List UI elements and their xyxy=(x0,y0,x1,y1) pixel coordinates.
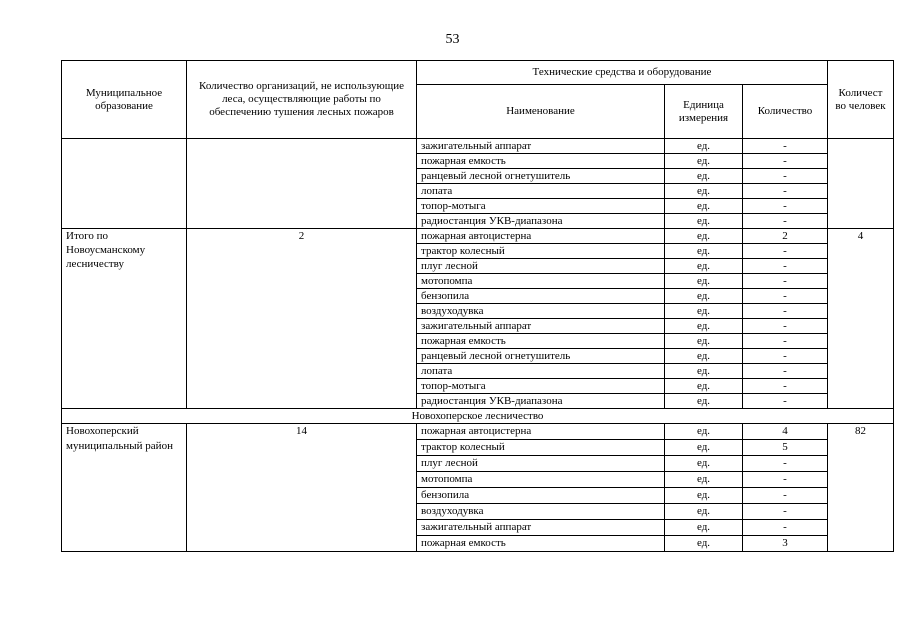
section-row xyxy=(62,409,894,424)
equipment-name-cell: пожарная емкость xyxy=(417,334,665,349)
people-count-cell xyxy=(828,139,894,229)
quantity-cell: - xyxy=(743,259,828,274)
municipality-cell: Итого по Новоусманскому лесничеству xyxy=(62,229,187,409)
quantity-cell: - xyxy=(743,488,828,504)
unit-cell: ед. xyxy=(665,364,743,379)
header-qty: Количество xyxy=(743,85,828,139)
equipment-name-cell: пожарная автоцистерна xyxy=(417,229,665,244)
equipment-name-cell: зажигательный аппарат xyxy=(417,139,665,154)
unit-cell: ед. xyxy=(665,488,743,504)
municipality-cell: Новохоперский муниципальный район xyxy=(62,424,187,552)
equipment-name-cell: воздуходувка xyxy=(417,504,665,520)
equipment-name-cell: лопата xyxy=(417,184,665,199)
table-row xyxy=(62,229,894,244)
header-orgs-count: Количество организаций, не использующие леса, осуществляющие работы по обеспечению тушения лесных пожаров xyxy=(187,61,417,139)
equipment-name-cell: пожарная автоцистерна xyxy=(417,424,665,440)
quantity-cell: - xyxy=(743,304,828,319)
equipment-name-cell: плуг лесной xyxy=(417,456,665,472)
equipment-name-cell: зажигательный аппарат xyxy=(417,319,665,334)
unit-cell: ед. xyxy=(665,169,743,184)
unit-cell: ед. xyxy=(665,229,743,244)
unit-cell: ед. xyxy=(665,184,743,199)
header-tech-group: Технические средства и оборудование xyxy=(417,61,828,85)
equipment-name-cell: ранцевый лесной огнетушитель xyxy=(417,169,665,184)
quantity-cell: - xyxy=(743,139,828,154)
quantity-cell: 3 xyxy=(743,536,828,552)
section-title: Новохоперское лесничество xyxy=(62,409,894,424)
quantity-cell: - xyxy=(743,184,828,199)
equipment-name-cell: трактор колесный xyxy=(417,244,665,259)
unit-cell: ед. xyxy=(665,304,743,319)
unit-cell: ед. xyxy=(665,199,743,214)
unit-cell: ед. xyxy=(665,504,743,520)
quantity-cell: 5 xyxy=(743,440,828,456)
unit-cell: ед. xyxy=(665,154,743,169)
unit-cell: ед. xyxy=(665,289,743,304)
equipment-name-cell: пожарная емкость xyxy=(417,154,665,169)
quantity-cell: - xyxy=(743,364,828,379)
equipment-name-cell: пожарная емкость xyxy=(417,536,665,552)
unit-cell: ед. xyxy=(665,536,743,552)
unit-cell: ед. xyxy=(665,259,743,274)
unit-cell: ед. xyxy=(665,394,743,409)
equipment-name-cell: зажигательный аппарат xyxy=(417,520,665,536)
unit-cell: ед. xyxy=(665,349,743,364)
people-count-cell: 4 xyxy=(828,229,894,409)
equipment-name-cell: трактор колесный xyxy=(417,440,665,456)
orgs-count-cell xyxy=(187,139,417,229)
table-row xyxy=(62,424,894,440)
header-unit: Единица измерения xyxy=(665,85,743,139)
unit-cell: ед. xyxy=(665,319,743,334)
quantity-cell: - xyxy=(743,214,828,229)
quantity-cell: - xyxy=(743,456,828,472)
equipment-name-cell: плуг лесной xyxy=(417,259,665,274)
quantity-cell: - xyxy=(743,289,828,304)
equipment-name-cell: радиостанция УКВ-диапазона xyxy=(417,394,665,409)
equipment-name-cell: радиостанция УКВ-диапазона xyxy=(417,214,665,229)
orgs-count-cell: 14 xyxy=(187,424,417,552)
equipment-name-cell: топор-мотыга xyxy=(417,379,665,394)
people-count-cell: 82 xyxy=(828,424,894,552)
equipment-name-cell: мотопомпа xyxy=(417,274,665,289)
equipment-name-cell: ранцевый лесной огнетушитель xyxy=(417,349,665,364)
table-row xyxy=(62,139,894,154)
equipment-table xyxy=(61,60,894,552)
page-number: 53 xyxy=(445,32,460,47)
quantity-cell: - xyxy=(743,244,828,259)
unit-cell: ед. xyxy=(665,379,743,394)
quantity-cell: - xyxy=(743,334,828,349)
quantity-cell: - xyxy=(743,394,828,409)
unit-cell: ед. xyxy=(665,472,743,488)
municipality-cell xyxy=(62,139,187,229)
quantity-cell: - xyxy=(743,349,828,364)
quantity-cell: 2 xyxy=(743,229,828,244)
table-body xyxy=(62,61,894,552)
unit-cell: ед. xyxy=(665,139,743,154)
quantity-cell: - xyxy=(743,169,828,184)
quantity-cell: - xyxy=(743,274,828,289)
equipment-name-cell: лопата xyxy=(417,364,665,379)
quantity-cell: 4 xyxy=(743,424,828,440)
quantity-cell: - xyxy=(743,520,828,536)
equipment-name-cell: воздуходувка xyxy=(417,304,665,319)
orgs-count-cell: 2 xyxy=(187,229,417,409)
quantity-cell: - xyxy=(743,504,828,520)
quantity-cell: - xyxy=(743,472,828,488)
unit-cell: ед. xyxy=(665,520,743,536)
header-name: Наименование xyxy=(417,85,665,139)
quantity-cell: - xyxy=(743,154,828,169)
quantity-cell: - xyxy=(743,379,828,394)
quantity-cell: - xyxy=(743,319,828,334)
equipment-name-cell: мотопомпа xyxy=(417,472,665,488)
equipment-name-cell: бензопила xyxy=(417,289,665,304)
equipment-name-cell: топор-мотыга xyxy=(417,199,665,214)
unit-cell: ед. xyxy=(665,440,743,456)
header-municipality: Муниципальное образование xyxy=(62,61,187,139)
quantity-cell: - xyxy=(743,199,828,214)
unit-cell: ед. xyxy=(665,244,743,259)
equipment-name-cell: бензопила xyxy=(417,488,665,504)
unit-cell: ед. xyxy=(665,334,743,349)
unit-cell: ед. xyxy=(665,456,743,472)
header-people-count: Количест во человек xyxy=(828,61,894,139)
unit-cell: ед. xyxy=(665,424,743,440)
unit-cell: ед. xyxy=(665,214,743,229)
unit-cell: ед. xyxy=(665,274,743,289)
